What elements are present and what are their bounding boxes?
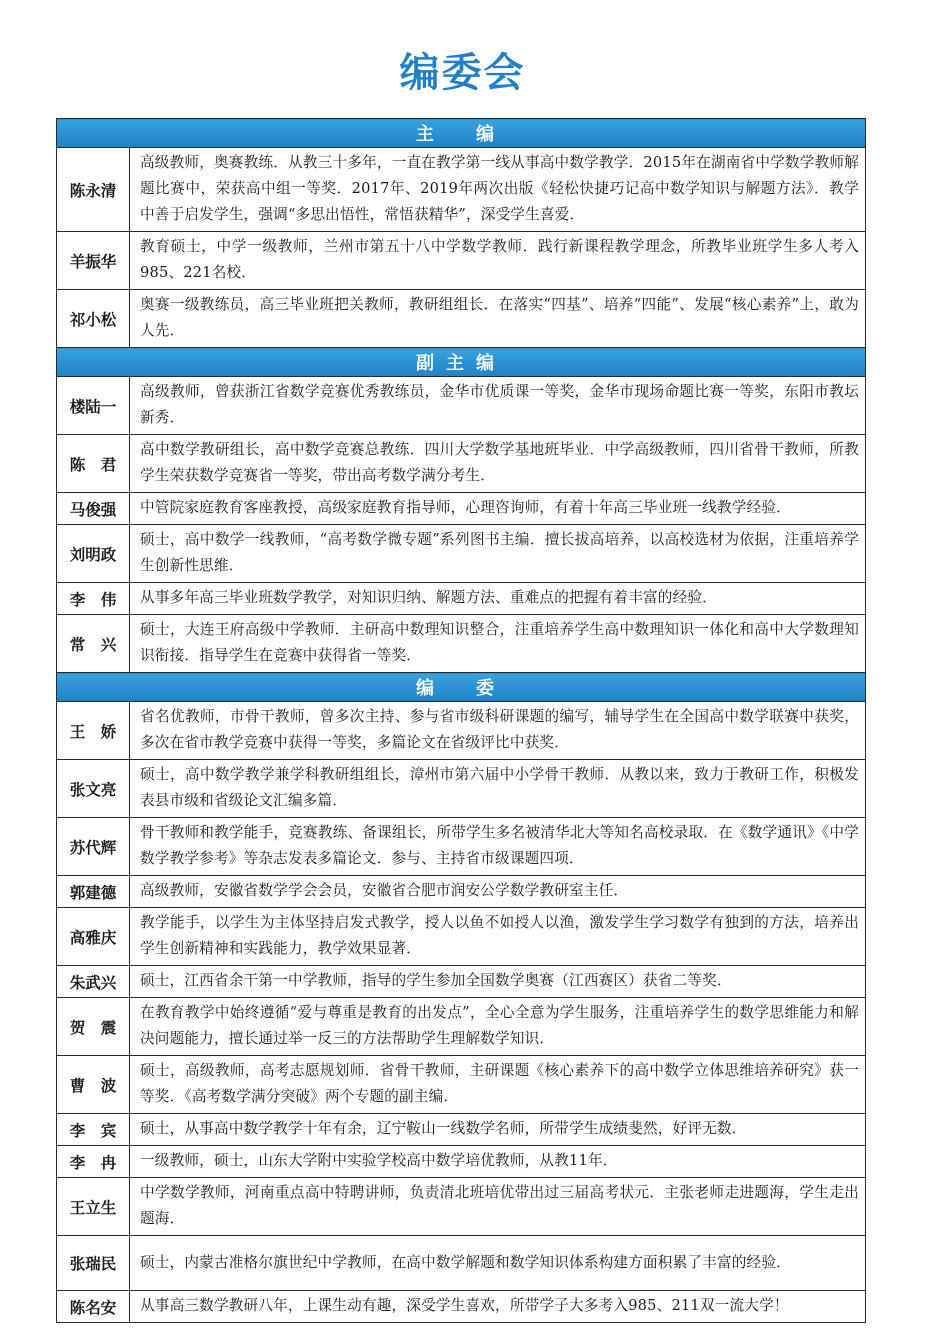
member-name: 李 冉 [57,1146,130,1178]
member-row [57,998,866,1056]
section-header-chief-editor [57,119,866,148]
member-name: 张文亮 [57,760,130,818]
member-name: 祁小松 [57,290,130,348]
member-row [57,435,866,493]
member-bio: 高级教师，安徽省数学学会会员，安徽省合肥市润安公学数学教研室主任． [130,876,866,908]
member-bio: 教育硕士，中学一级教师，兰州市第五十八中学数学教师．践行新课程教学理念，所教毕业班学生多人考入985、221名校． [130,232,866,290]
editorial-board-table [56,118,866,1323]
member-bio: 中管院家庭教育客座教授，高级家庭教育指导师，心理咨询师，有着十年高三毕业班一线教学经验． [130,493,866,525]
member-bio: 硕士，内蒙古准格尔旗世纪中学教师，在高中数学解题和数学知识体系构建方面积累了丰富的经验． [130,1236,866,1291]
member-name: 楼陆一 [57,377,130,435]
member-bio: 教学能手，以学生为主体坚持启发式教学，授人以鱼不如授人以渔，激发学生学习数学有独到的方法，培养出学生创新精神和实践能力，教学效果显著． [130,908,866,966]
member-row [57,493,866,525]
member-bio: 高级教师，奥赛教练．从教三十多年，一直在教学第一线从事高中数学教学．2015年在湖南省中学数学教师解题比赛中，荣获高中组一等奖．2017年、2019年两次出版《轻松快捷巧记高中数学知识与解题方法》．教学中善于启发学生，强调“多思出悟性，常悟获精华”，深受学生喜爱． [130,148,866,232]
member-name: 李 宾 [57,1114,130,1146]
member-name: 王立生 [57,1178,130,1236]
member-bio: 从事高三数学教研八年，上课生动有趣，深受学生喜欢，所带学子大多考入985、211双一流大学！ [130,1291,866,1323]
member-row [57,1114,866,1146]
member-row [57,908,866,966]
member-bio: 硕士，高中数学教学兼学科教研组组长，漳州市第六届中小学骨干教师．从教以来，致力于教研工作，积极发表县市级和省级论文汇编多篇． [130,760,866,818]
member-row [57,377,866,435]
member-row [57,1236,866,1291]
member-name: 常 兴 [57,615,130,673]
member-name: 羊振华 [57,232,130,290]
member-bio: 中学数学教师，河南重点高中特聘讲师，负责清北班培优带出过三届高考状元．主张老师走进题海，学生走出题海． [130,1178,866,1236]
member-name: 苏代辉 [57,818,130,876]
member-row [57,1291,866,1323]
section-heading: 编 委 [57,673,866,702]
section-header-deputy-editor [57,348,866,377]
section-heading: 主 编 [57,119,866,148]
member-row [57,1178,866,1236]
member-name: 马俊强 [57,493,130,525]
member-name: 张瑞民 [57,1236,130,1291]
member-name: 高雅庆 [57,908,130,966]
member-name: 贺 震 [57,998,130,1056]
member-row [57,290,866,348]
member-name: 朱武兴 [57,966,130,998]
section-header-editorial-member [57,673,866,702]
member-bio: 硕士，高级教师，高考志愿规划师．省骨干教师，主研课题《核心素养下的高中数学立体思维培养研究》获一等奖．《高考数学满分突破》两个专题的副主编． [130,1056,866,1114]
member-bio: 一级教师，硕士，山东大学附中实验学校高中数学培优教师，从教11年． [130,1146,866,1178]
section-heading: 副主编 [57,348,866,377]
member-row [57,876,866,908]
member-bio: 骨干教师和教学能手，竞赛教练、备课组长，所带学生多名被清华北大等知名高校录取．在《数学通讯》《中学数学教学参考》等杂志发表多篇论文．参与、主持省市级课题四项． [130,818,866,876]
member-bio: 硕士，高中数学一线教师，“高考数学微专题”系列图书主编．擅长拔高培养，以高校选材为依据，注重培养学生创新性思维． [130,525,866,583]
member-bio: 高级教师，曾获浙江省数学竞赛优秀教练员，金华市优质课一等奖，金华市现场命题比赛一等奖，东阳市教坛新秀． [130,377,866,435]
member-bio: 硕士，江西省余干第一中学教师，指导的学生参加全国数学奥赛（江西赛区）获省二等奖． [130,966,866,998]
member-row [57,583,866,615]
member-row [57,1056,866,1114]
member-row [57,232,866,290]
page-title: 编委会 [399,50,526,96]
member-row [57,148,866,232]
member-bio: 奥赛一级教练员，高三毕业班把关教师，教研组组长．在落实“四基”、培养“四能”、发展“核心素养”上，敢为人先． [130,290,866,348]
member-name: 陈永清 [57,148,130,232]
member-bio: 硕士，大连王府高级中学教师．主研高中数理知识整合，注重培养学生高中数理知识一体化和高中大学数理知识衔接．指导学生在竞赛中获得省一等奖． [130,615,866,673]
member-name: 李 伟 [57,583,130,615]
member-name: 曹 波 [57,1056,130,1114]
member-row [57,818,866,876]
member-bio: 从事多年高三毕业班数学教学，对知识归纳、解题方法、重难点的把握有着丰富的经验． [130,583,866,615]
member-name: 郭建德 [57,876,130,908]
member-row [57,966,866,998]
member-row [57,1146,866,1178]
member-row [57,525,866,583]
member-name: 陈名安 [57,1291,130,1323]
member-name: 陈 君 [57,435,130,493]
member-row [57,760,866,818]
member-bio: 硕士，从事高中数学教学十年有余，辽宁鞍山一线数学名师，所带学生成绩斐然，好评无数． [130,1114,866,1146]
member-row [57,615,866,673]
member-name: 王 娇 [57,702,130,760]
member-bio: 高中数学教研组长，高中数学竞赛总教练．四川大学数学基地班毕业．中学高级教师，四川省骨干教师，所教学生荣获数学竞赛省一等奖，带出高考数学满分考生． [130,435,866,493]
member-name: 刘明政 [57,525,130,583]
member-bio: 在教育教学中始终遵循“爱与尊重是教育的出发点”，全心全意为学生服务，注重培养学生的数学思维能力和解决问题能力，擅长通过举一反三的方法帮助学生理解数学知识． [130,998,866,1056]
member-row [57,702,866,760]
member-bio: 省名优教师，市骨干教师，曾多次主持、参与省市级科研课题的编写，辅导学生在全国高中数学联赛中获奖，多次在省市教学竞赛中获得一等奖，多篇论文在省级评比中获奖． [130,702,866,760]
